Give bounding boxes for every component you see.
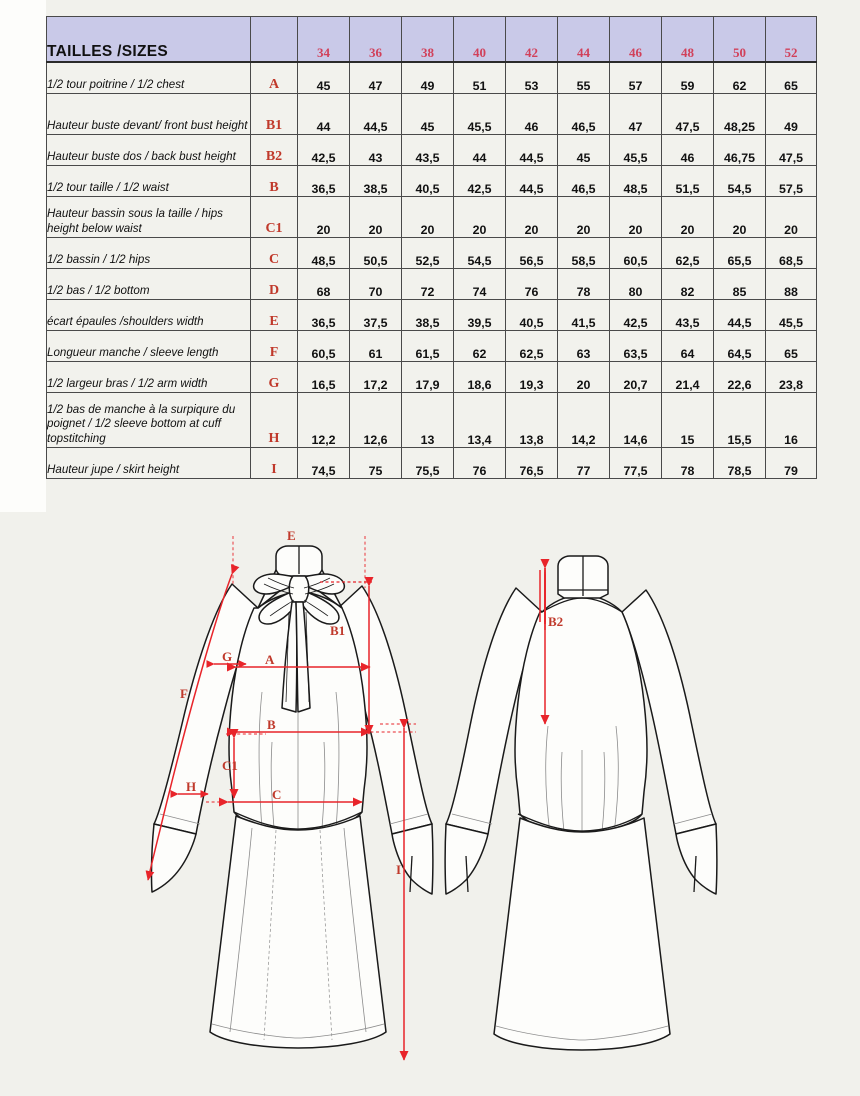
measurement-value: 20 — [454, 197, 506, 238]
measurement-value: 49 — [402, 62, 454, 94]
measurement-value: 44,5 — [714, 300, 766, 331]
measurement-letter: F — [251, 331, 298, 362]
measurement-value: 68 — [298, 269, 350, 300]
measurement-value: 48,5 — [610, 166, 662, 197]
measurement-value: 38,5 — [350, 166, 402, 197]
size-column-header: 34 — [298, 17, 350, 63]
measurement-letter: A — [251, 62, 298, 94]
measurement-value: 39,5 — [454, 300, 506, 331]
measurement-value: 41,5 — [558, 300, 610, 331]
measurement-value: 70 — [350, 269, 402, 300]
measurement-value: 61,5 — [402, 331, 454, 362]
measurement-value: 43,5 — [662, 300, 714, 331]
size-column-header: 52 — [766, 17, 817, 63]
measurement-value: 62,5 — [506, 331, 558, 362]
table-row — [47, 269, 817, 300]
measurement-value: 55 — [558, 62, 610, 94]
measurement-value: 46,75 — [714, 135, 766, 166]
measurement-value: 47 — [610, 94, 662, 135]
measurement-value: 19,3 — [506, 362, 558, 393]
table-row — [47, 62, 817, 94]
measurement-value: 48,5 — [298, 238, 350, 269]
measurement-value: 45,5 — [766, 300, 817, 331]
dim-label-H: H — [186, 779, 197, 794]
measurement-label: Longueur manche / sleeve length — [47, 331, 251, 362]
measurement-value: 64,5 — [714, 331, 766, 362]
measurement-value: 43,5 — [402, 135, 454, 166]
size-chart-body — [47, 17, 817, 479]
measurement-value: 79 — [766, 448, 817, 479]
measurement-value: 47,5 — [662, 94, 714, 135]
measurement-value: 42,5 — [610, 300, 662, 331]
measurement-value: 44,5 — [506, 135, 558, 166]
measurement-value: 46 — [662, 135, 714, 166]
measurement-value: 18,6 — [454, 362, 506, 393]
measurement-value: 43 — [350, 135, 402, 166]
table-row — [47, 362, 817, 393]
measurement-value: 78 — [558, 269, 610, 300]
measurement-value: 56,5 — [506, 238, 558, 269]
size-chart-header-row — [47, 17, 817, 63]
measurement-value: 16,5 — [298, 362, 350, 393]
dim-label-B1: B1 — [330, 623, 346, 638]
measurement-value: 13,4 — [454, 393, 506, 448]
table-row — [47, 166, 817, 197]
measurement-label: Hauteur bassin sous la taille / hips height below waist — [47, 197, 251, 238]
size-column-header: 48 — [662, 17, 714, 63]
measurement-value: 60,5 — [298, 331, 350, 362]
measurement-value: 20,7 — [610, 362, 662, 393]
measurement-value: 58,5 — [558, 238, 610, 269]
measurement-value: 21,4 — [662, 362, 714, 393]
dim-label-C1: C1 — [222, 758, 238, 773]
measurement-letter: D — [251, 269, 298, 300]
measurement-value: 12,2 — [298, 393, 350, 448]
measurement-label: 1/2 tour poitrine / 1/2 chest — [47, 62, 251, 94]
size-column-header: 42 — [506, 17, 558, 63]
measurement-value: 80 — [610, 269, 662, 300]
measurement-value: 44,5 — [506, 166, 558, 197]
measurement-value: 44,5 — [350, 94, 402, 135]
size-column-header: 50 — [714, 17, 766, 63]
measurement-value: 78 — [662, 448, 714, 479]
measurement-value: 20 — [402, 197, 454, 238]
measurement-label: écart épaules /shoulders width — [47, 300, 251, 331]
measurement-value: 74 — [454, 269, 506, 300]
measurement-value: 45 — [298, 62, 350, 94]
measurement-value: 61 — [350, 331, 402, 362]
dim-label-B: B — [267, 717, 276, 732]
measurement-value: 63,5 — [610, 331, 662, 362]
measurement-value: 40,5 — [506, 300, 558, 331]
measurement-value: 51 — [454, 62, 506, 94]
measurement-value: 37,5 — [350, 300, 402, 331]
measurement-label: 1/2 bas / 1/2 bottom — [47, 269, 251, 300]
table-row — [47, 331, 817, 362]
size-chart-container — [46, 16, 816, 479]
measurement-value: 77 — [558, 448, 610, 479]
measurement-label: Hauteur buste dos / back bust height — [47, 135, 251, 166]
measurement-value: 60,5 — [610, 238, 662, 269]
measurement-value: 20 — [558, 197, 610, 238]
dim-label-E: E — [287, 528, 296, 543]
measurement-value: 44 — [454, 135, 506, 166]
measurement-value: 54,5 — [454, 238, 506, 269]
measurement-value: 20 — [714, 197, 766, 238]
measurement-letter: E — [251, 300, 298, 331]
measurement-letter: B2 — [251, 135, 298, 166]
measurement-value: 20 — [506, 197, 558, 238]
measurement-value: 72 — [402, 269, 454, 300]
measurement-label: 1/2 bassin / 1/2 hips — [47, 238, 251, 269]
measurement-value: 57,5 — [766, 166, 817, 197]
measurement-value: 20 — [662, 197, 714, 238]
dim-label-I: I — [396, 862, 402, 877]
measurement-letter: H — [251, 393, 298, 448]
measurement-value: 45,5 — [454, 94, 506, 135]
measurement-label: 1/2 largeur bras / 1/2 arm width — [47, 362, 251, 393]
measurement-value: 23,8 — [766, 362, 817, 393]
measurement-value: 76 — [454, 448, 506, 479]
measurement-value: 20 — [558, 362, 610, 393]
measurement-value: 40,5 — [402, 166, 454, 197]
measurement-value: 65,5 — [714, 238, 766, 269]
measurement-label: 1/2 bas de manche à la surpiqure du poignet / 1/2 sleeve bottom at cuff topstitching — [47, 393, 251, 448]
table-row — [47, 238, 817, 269]
table-row — [47, 393, 817, 448]
measurement-value: 22,6 — [714, 362, 766, 393]
size-column-header: 44 — [558, 17, 610, 63]
measurement-value: 63 — [558, 331, 610, 362]
measurement-letter: C — [251, 238, 298, 269]
table-row — [47, 135, 817, 166]
measurement-value: 78,5 — [714, 448, 766, 479]
measurement-value: 46,5 — [558, 94, 610, 135]
measurement-value: 20 — [298, 197, 350, 238]
measurement-value: 49 — [766, 94, 817, 135]
measurement-value: 75 — [350, 448, 402, 479]
measurement-value: 16 — [766, 393, 817, 448]
measurement-value: 20 — [610, 197, 662, 238]
measurement-value: 36,5 — [298, 166, 350, 197]
measurement-value: 13,8 — [506, 393, 558, 448]
measurement-letter: G — [251, 362, 298, 393]
measurement-value: 46 — [506, 94, 558, 135]
measurement-letter: C1 — [251, 197, 298, 238]
measurement-value: 62 — [714, 62, 766, 94]
technical-flat-drawing — [0, 512, 860, 1096]
dim-label-C: C — [272, 787, 282, 802]
measurement-value: 45,5 — [610, 135, 662, 166]
size-column-header: 36 — [350, 17, 402, 63]
measurement-value: 75,5 — [402, 448, 454, 479]
dim-label-B2: B2 — [548, 614, 564, 629]
measurement-value: 14,6 — [610, 393, 662, 448]
measurement-value: 50,5 — [350, 238, 402, 269]
measurement-value: 52,5 — [402, 238, 454, 269]
measurement-value: 15,5 — [714, 393, 766, 448]
measurement-value: 17,2 — [350, 362, 402, 393]
measurement-letter: I — [251, 448, 298, 479]
measurement-label: Hauteur jupe / skirt height — [47, 448, 251, 479]
measurement-value: 47 — [350, 62, 402, 94]
measurement-letter: B — [251, 166, 298, 197]
table-row — [47, 94, 817, 135]
measurement-value: 77,5 — [610, 448, 662, 479]
measurement-value: 20 — [350, 197, 402, 238]
measurement-value: 20 — [766, 197, 817, 238]
measurement-value: 15 — [662, 393, 714, 448]
measurement-value: 45 — [402, 94, 454, 135]
measurement-value: 36,5 — [298, 300, 350, 331]
measurement-value: 46,5 — [558, 166, 610, 197]
measurement-value: 62 — [454, 331, 506, 362]
measurement-value: 48,25 — [714, 94, 766, 135]
measurement-value: 44 — [298, 94, 350, 135]
measurement-value: 17,9 — [402, 362, 454, 393]
measurement-value: 82 — [662, 269, 714, 300]
measurement-value: 65 — [766, 62, 817, 94]
measurement-value: 47,5 — [766, 135, 817, 166]
measurement-value: 42,5 — [298, 135, 350, 166]
measurement-value: 74,5 — [298, 448, 350, 479]
measurement-value: 14,2 — [558, 393, 610, 448]
measurement-value: 38,5 — [402, 300, 454, 331]
dim-label-G: G — [222, 649, 233, 664]
size-column-header: 38 — [402, 17, 454, 63]
dim-label-A: A — [265, 652, 275, 667]
measurement-value: 42,5 — [454, 166, 506, 197]
table-row — [47, 448, 817, 479]
dim-label-F: F — [180, 686, 188, 701]
measurement-value: 45 — [558, 135, 610, 166]
table-row — [47, 300, 817, 331]
measurement-value: 62,5 — [662, 238, 714, 269]
measurement-value: 65 — [766, 331, 817, 362]
measurement-value: 57 — [610, 62, 662, 94]
size-column-header: 40 — [454, 17, 506, 63]
measurement-value: 64 — [662, 331, 714, 362]
measurement-letter: B1 — [251, 94, 298, 135]
size-chart-table — [46, 16, 817, 479]
measurement-value: 53 — [506, 62, 558, 94]
measurement-value: 59 — [662, 62, 714, 94]
measurement-value: 51,5 — [662, 166, 714, 197]
size-chart-title: TAILLES /SIZES — [47, 17, 251, 63]
measurement-value: 13 — [402, 393, 454, 448]
measurement-value: 76,5 — [506, 448, 558, 479]
table-row — [47, 197, 817, 238]
measurement-value: 85 — [714, 269, 766, 300]
measurement-value: 12,6 — [350, 393, 402, 448]
measurement-label: 1/2 tour taille / 1/2 waist — [47, 166, 251, 197]
size-column-header: 46 — [610, 17, 662, 63]
measurement-label: Hauteur buste devant/ front bust height — [47, 94, 251, 135]
measurement-value: 54,5 — [714, 166, 766, 197]
measurement-value: 68,5 — [766, 238, 817, 269]
measurement-value: 88 — [766, 269, 817, 300]
measurement-value: 76 — [506, 269, 558, 300]
letter-column-header — [251, 17, 298, 63]
